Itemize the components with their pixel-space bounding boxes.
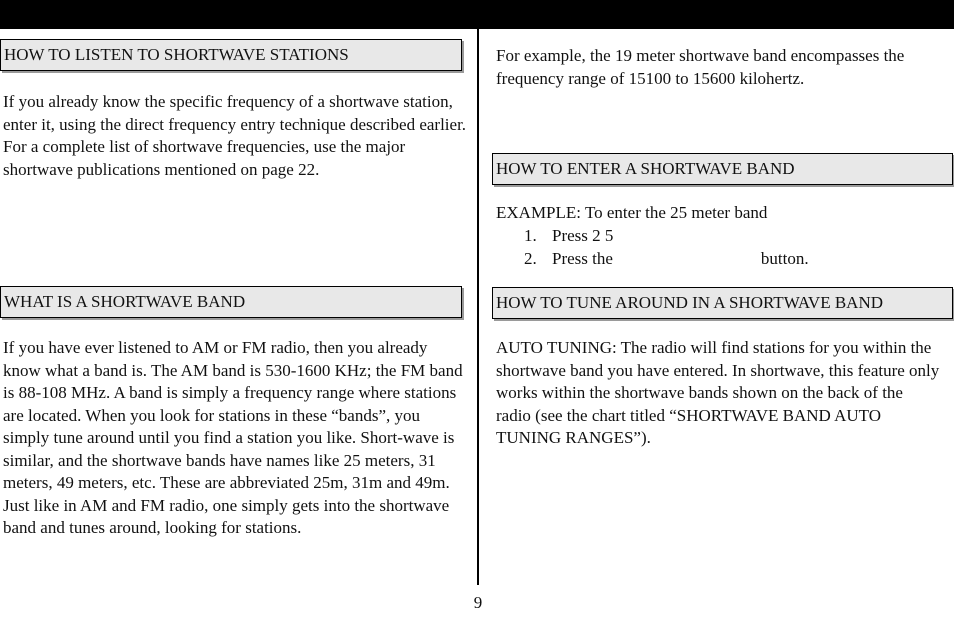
top-bar [0,0,954,29]
paragraph-what-is-band: If you have ever listened to AM or FM radio, then you already know what a band is. The AM band is 530-1600 KHz; the FM band is 88-108 MHz. A band is simply a frequency range where stations are located. When you look for stations in these “bands”, you simply tune around until you find a station you like. Short-wave is similar, and the shortwave bands have names like 25 meters, 31 meters, 49 meters, etc. These are abbreviated 25m, 31m and 49m. Just like in AM and FM radio, one simply gets into the shortwave band and tunes around, looking for stations. [3,338,463,537]
heading-enter-band: HOW TO ENTER A SHORTWAVE BAND [492,153,953,185]
heading-tune-band: HOW TO TUNE AROUND IN A SHORTWAVE BAND [492,287,953,319]
step-text: Press 2 5 [552,226,614,245]
step-number: 2. [524,248,537,268]
paragraph-example: For example, the 19 meter shortwave band encompasses the frequency range of 15100 to 15600 kilohertz. [496,46,905,88]
paragraph-tune-band: AUTO TUNING: The radio will find stations for you within the shortwave band you have entered. In shortwave, this feature only works within the shortwave bands shown on the back of the radio (see the chart titled “SHORTWAVE BAND AUTO TUNING RANGES”). [496,338,940,447]
page-number: 9 [473,593,483,612]
heading-listen: HOW TO LISTEN TO SHORTWAVE STATIONS [0,39,462,71]
step-item [524,225,809,248]
example-intro: EXAMPLE: To enter the 25 meter band [496,203,768,222]
step-text-after: button. [760,248,809,268]
step-number: 1. [524,226,537,245]
paragraph-listen: If you already know the specific frequency of a shortwave station, enter it, using the direct frequency entry technique described earlier. For a complete list of shortwave frequencies, use the major shortwave publications mentioned on page 22. [3,92,467,179]
column-divider [477,29,479,585]
heading-what-is-band: WHAT IS A SHORTWAVE BAND [0,286,462,318]
steps-list [524,225,809,270]
step-item [524,248,809,271]
step-text: Press the [552,248,613,268]
